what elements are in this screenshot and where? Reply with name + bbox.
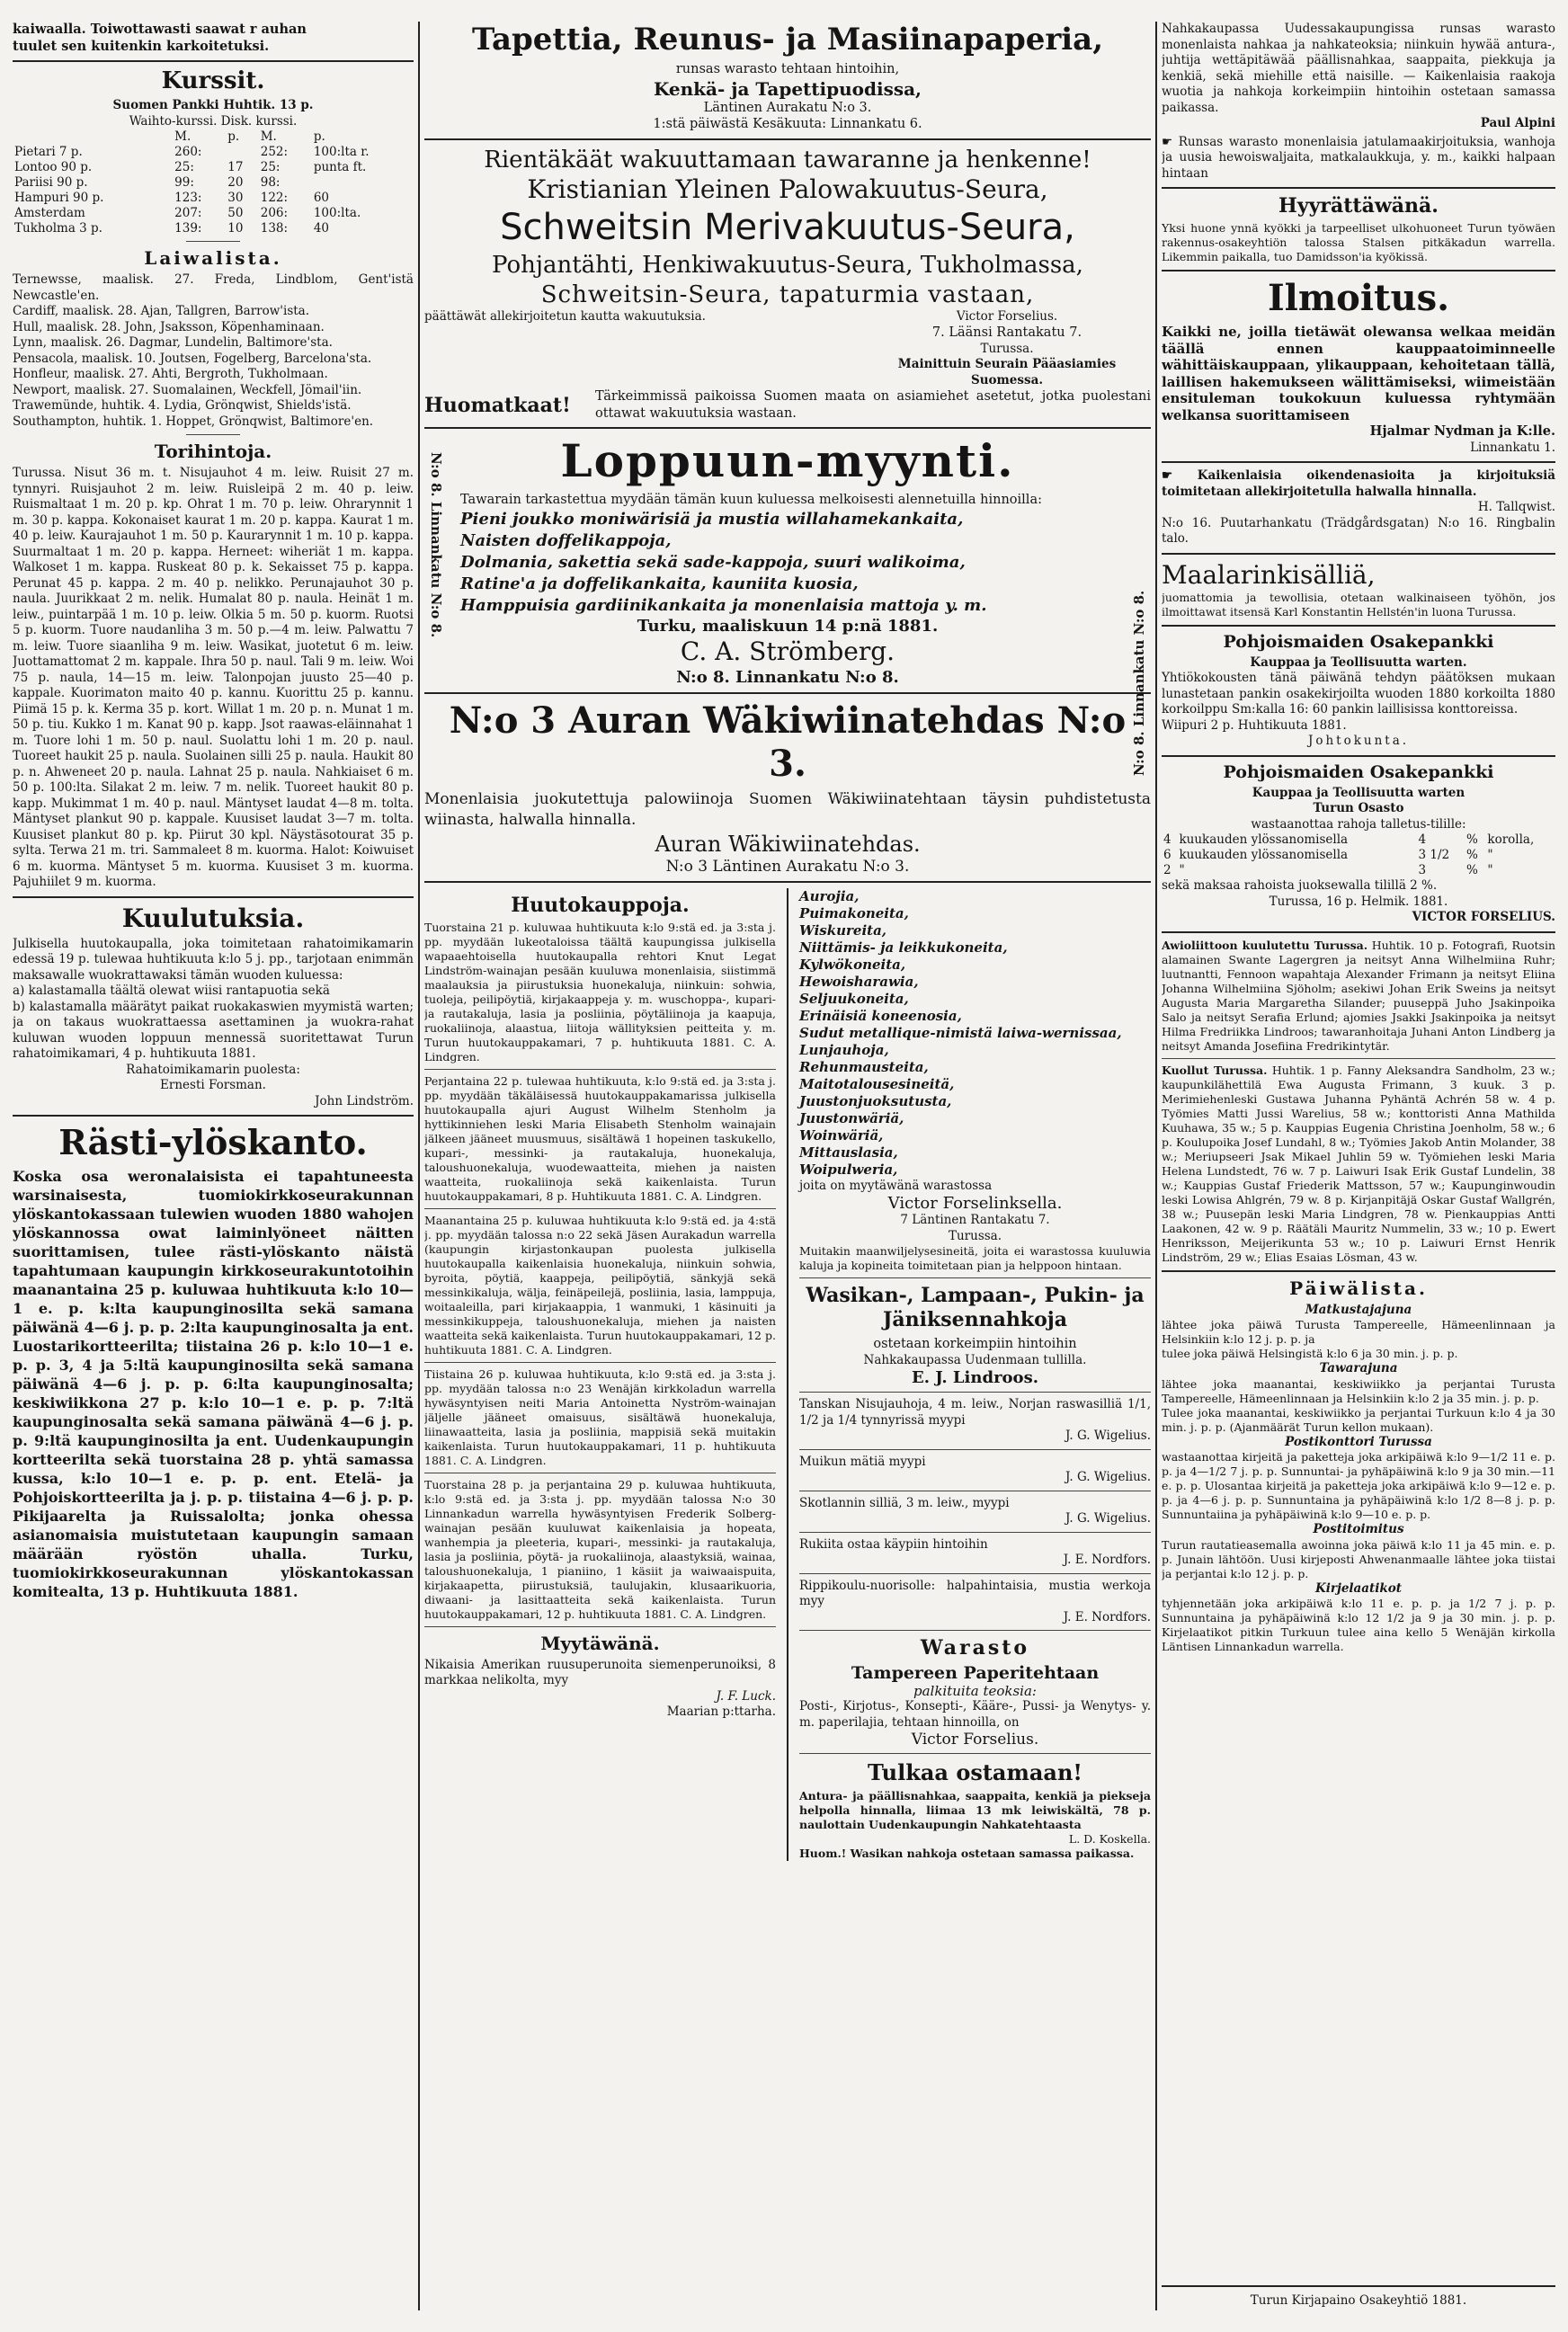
top-line-1: kaiwaalla. Toiwottawasti saawat r auhan: [13, 22, 307, 37]
ship-entry: Southampton, huhtik. 1. Hoppet, Grönqwist, Baltimore'en.: [13, 414, 374, 429]
kaikenlaisia-addr: N:o 16. Puutarhankatu (Trädgårdsgatan) N:o 16. Ringbalin talo.: [1162, 515, 1555, 546]
huomatkaat-text: Tärkeimmissä paikoissa Suomen maata on asiamiehet asetetut, jotka puolestani ottawat wakuutuksia wastaan.: [595, 389, 1151, 421]
loppuun-item: Naisten doffelikappoja,: [460, 530, 672, 550]
small-ad-sign: J. G. Wigelius.: [1065, 1511, 1151, 1526]
aura-text: Monenlaisia juokutettuja palowiinoja Suomen Wäkiwiinatehtaan täysin puhdistetusta wiinasta, halwalla hinnalla.: [424, 789, 1151, 829]
divider: [424, 1069, 776, 1070]
kuulutuksia-section: [13, 903, 414, 1110]
rate-value: 25:: [260, 160, 281, 174]
deposit-cell: kuukauden ylössanomisella: [1179, 848, 1349, 862]
printer-footer: Turun Kirjapaino Osakeyhtiö 1881.: [1250, 2292, 1467, 2308]
ship-entry: Hull, maalisk. 28. John, Jsaksson, Köpenhaminaan.: [13, 319, 325, 334]
aura-firm: Auran Wäkiwiinatehdas.: [655, 831, 921, 857]
tapettia-line: 1:stä päiwästä Kesäkuuta: Linnankatu 6.: [653, 117, 922, 131]
warasto-line: palkituita teoksia:: [913, 1683, 1037, 1699]
bank2-outro: sekä maksaa rahoista juoksewalla tilillä 2 %.: [1162, 878, 1438, 893]
ware-item: Mittauslasia,: [798, 1144, 898, 1161]
bank2-title: Pohjoismaiden Osakepankki: [1223, 761, 1494, 782]
schedule-subtitle: Matkustajajuna: [1305, 1302, 1412, 1317]
bank1-sub: Kauppaa ja Teollisuutta warten.: [1250, 654, 1467, 670]
wares-firm: Victor Forselinksella.: [887, 1194, 1063, 1213]
small-ad-text: Skotlannin silliä, 3 m. leiw., myypi: [798, 1495, 1010, 1510]
divider: [424, 692, 1151, 694]
deposit-cell: %: [1466, 863, 1478, 877]
divider: [1162, 931, 1555, 933]
bank1-title: Pohjoismaiden Osakepankki: [1223, 631, 1494, 652]
ware-item: Puimakoneita,: [798, 904, 909, 921]
laiwalista-section: [13, 247, 414, 430]
market-prices-text: Turussa. Nisut 36 m. t. Nisujauhot 4 m. leiw. Ruisit 27 m. tynnyri. Ruisjauhot 2 m. leiw. Ruisleipä 2 m. 40 p. leiw. Ruismaltaat 1 m. 20 p. kp. Ohrat 1 m. 70 p. leiw. Ohrarynnit 1 m. 30 p. kappa. Kokonaiset kaurat 1 m. 20 p. kappa. Kaurat 1 m. 40 p. leiw. Kaurajauhot 1 m. 50 p. Kaurarynnit 1 m. 10 p. kappa. Suurmaltaat 1 m. 20 p. kappa. Herneet: wiheriät 1 m. kappa. Walkoset 1 m. kappa. Ruskeat 80 p. k. Sekaisset 75 p. kappa. Perunat 45 p. kappa. 2 m. 40 p. nelikko. Perunajauhot 30 p. naula. Juurikkaat 2 m. nelik. Humalat 80 p. naula. Heinät 1 m. leiw., puintarpää 1 m. 10 p. leiw. Olkia 5 m. 50 p. kuorm. Ruotsi 5 p. kuorm. Tuore naudanliha 3 m. 50 p.—4 m. leiw. Palwattu 7 m. leiw. Tuore siaanliha 9 m. leiw. Wasikat, juotetut 6 m. leiw. Juottamattomat 2 m. kappale. Ihra 50 p. naul. Tali 9 m. leiw. Woi 75 p. naula, 14—15 m. leiw. Talonpojan juusto 25—40 p. kappale. Kuorimaton maito 40 p. kannu. Kuorittu 25 p. kannu. Piimä 15 p. k. Kerma 35 p. kort. Willat 1 m. 20 p. n. Munat 1 m. 50 p. tiu. Kukko 1 m. Kanat 90 p. kapp. Jsot raawas-eläinnahat 1 m. Tuore lohi 1 m. 50 p. naul. Suolattu lohi 1 m. 20 p. naul. Tuoreet haukit 25 p. naula. Suolainen silli 25 p. naula. Haukit 80 p. n. Ahweneet 20 p. naula. Lahnat 25 p. naula. Nahkiaiset 6 m. 50 p. 100:lta. Silakat 2 m. leiw. 7 m. nelik. Tuoreet haukit 80 p. kapp. Mukimmat 1 m. 40 p. naul. Mäntyset laudat 4—8 m. tolta. Mäntyset plankut 90 p. kappale. Kuusiset laudat 3—7 m. tolta. Kuusiset plankut 80 p. kp. Piirut 30 kpl. Näystäsotourat 35 p. sylta. Terwa 21 m. tri. Sammaleet 8 m. kuorma. Halot: Koiwuiset 6 m. kuorma. Mäntyset 5 m. kuorma. Kuusiset 3 m. kuorma. Pajuhiilet 9 m. kuorma.: [13, 466, 414, 889]
divider: [1162, 755, 1555, 757]
paiwalista-title: Päiwälista.: [1289, 1277, 1428, 1299]
ilmoitus-title: Ilmoitus.: [1267, 277, 1450, 319]
bank1-text: Yhtiökokousten tänä päiwänä tehdyn päätöksen mukaan lunastetaan pankin osakekirjoilta wuoden 1880 korkoilta 1880 korkoilppu Sm:kalla 16: 60 pankin laillisissa konttoreissa.: [1162, 671, 1555, 717]
schedule-subtitle: Postikonttori Turussa: [1285, 1434, 1432, 1449]
divider: [799, 1392, 1151, 1393]
ilmoitus-text: Kaikki ne, joilla tietäwät olewansa welkaa meidän täällä ennen kauppaatoiminneelle wähittäiskauppaan, ylikauppaan, kehoitetaan tällä, laillisen hakemukseen wälittämiseksi, wiimeistään ensituleman toukokuun kuluessa ryhtymään welkansa suorittamiseen: [1162, 324, 1555, 423]
ship-entry: Newport, maalisk. 27. Suomalainen, Weckfell, Jömail'iin.: [13, 382, 362, 397]
top-line-2: tuulet sen kuitenkin karkoitetuksi.: [13, 38, 270, 54]
agent-line: Mainittuin Seurain Pääasiamies Suomessa.: [897, 357, 1117, 387]
column-middle: [424, 22, 1151, 2310]
ware-item: Juustonjuoksutusta,: [798, 1092, 952, 1109]
divider: [799, 1573, 1151, 1574]
aura-title: N:o 3 Auran Wäkiwiinatehdas N:o 3.: [449, 699, 1127, 785]
rasti-section: [13, 1122, 414, 1601]
rate-row: [13, 175, 414, 191]
wares-column: [799, 888, 1151, 1862]
bank2-sign: VICTOR FORSELIUS.: [1412, 910, 1555, 924]
rate-city: Amsterdam: [14, 206, 85, 220]
schedule-subtitle: Postitoimitus: [1313, 1522, 1404, 1536]
ware-item: Woinwäriä,: [798, 1126, 884, 1144]
schedule-text: wastaanottaa kirjeitä ja paketteja joka arkipäiwä k:lo 9—1/2 11 e. p. p. ja 4—1/2 7 j. p. p. Sunnuntai- ja pyhäpäiwinä k:lo 9 ja 30 min.—11 e. p. p. Ulosantaa kirjeitä ja paketteja joka arkipäiwä k:lo 9—12 e. p. p. ja 4—6 j. p. p. Sunnuntaina ja pyhäpäiwinä k:lo 1/2 8—8 j. p. p. Sunnuntaiina ja pyhäpäiwinä k:lo 9—10 e. p. p.: [1162, 1450, 1555, 1521]
warasto-line: Tampereen Paperitehtaan: [851, 1663, 1100, 1683]
ship-entry: Lynn, maalisk. 26. Dagmar, Lundelin, Baltimore'sta.: [13, 335, 333, 350]
divider: [424, 881, 1151, 883]
ware-item: Lunjauhoja,: [798, 1041, 889, 1058]
agent-line: 7. Läänsi Rantakatu 7.: [931, 325, 1082, 340]
deposit-rate-table: [1162, 832, 1555, 878]
divider: [1162, 461, 1555, 463]
laiwalista-title: Laiwalista.: [144, 247, 282, 269]
side-address: N:o 8. Linnankatu N:o 8.: [428, 452, 444, 638]
auction-notice: Tiistaina 26 p. kuluwaa huhtikuuta, k:lo 9:stä ed. ja 3:sta j. pp. myydään talossa n:o 23 Wenäjän kirkkoladun warrella hywäsyntyisen neiti Maria Antoinetta Nyström-wainajan jäljelle jääneet omaisuus, sisältäwä huonekaluja, liinawaatteita, lasia ja posliinia, mappisiä sekä muitakin kaikenlaista. Turun huutokauppakamari, 11 p. huhtikuuta 1881. C. A. Lindgren.: [424, 1366, 777, 1467]
rate-value: 30: [227, 191, 244, 205]
ware-item: Maitotalousesineitä,: [798, 1075, 955, 1092]
nahkoja-title: Wasikan-, Lampaan-, Pukin- ja Jäniksennahkoja: [806, 1284, 1145, 1331]
hand-pointer-icon: ☛: [1162, 468, 1198, 483]
deposit-cell: korolla,: [1487, 832, 1535, 847]
loppuun-title: Loppuun-myynti.: [560, 434, 1015, 487]
bank2-intro: wastaanottaa rahoja talletus-tilille:: [1251, 816, 1466, 832]
nahka-sign: Paul Alpini: [1480, 116, 1555, 130]
divider: [424, 1626, 776, 1627]
divider: [13, 1115, 414, 1117]
kurssit-section: [13, 67, 414, 236]
loppuun-date: Turku, maaliskuun 14 p:nä 1881.: [637, 616, 939, 636]
awioliitto-title: Awioliittoon kuulutettu Turussa.: [1162, 938, 1368, 952]
ship-entry: Cardiff, maalisk. 28. Ajan, Tallgren, Barrow'ista.: [13, 304, 310, 318]
kurssit-sub2: Waihto-kurssi. Disk. kurssi.: [129, 113, 298, 129]
schedule-text: Tulee joka maanantai, keskiwiikko ja perjantai Turkuun k:lo 4 ja 30 min. j. p. p. (Ajanmäärät Turun kellon mukaan).: [1162, 1405, 1555, 1434]
rate-row: [13, 221, 414, 236]
rate-city: Pariisi 90 p.: [14, 175, 88, 190]
auction-notice: Maanantaina 25 p. kuluwaa huhtikuuta k:lo 9:stä ed. ja 4:stä j. pp. myydään talossa n:o 22 sekä Jäsen Aurakadun warrella (kaupungin kirjastonkaupan puolesta julkisella huutokaupalla kaikenlaisia huonekaluja, niinkuin sohwia, byroita, pöytiä, kaappeja, peilipöytiä, sänkyjä sekä messinkikaluja, wälja, feinäpeilejä, posliinia, lasia, lamppuja, woitaaleilla, pari kirjakaappia, 1 wanmuki, 1 käsinuiti ja messinkikuppeja, taloushuonekaluja, miehen ja naisten waatteita sekä kaikenlaista. Turun huutokauppakamari, 12 p. huhtikuuta 1881. C. A. Lindgren.: [424, 1213, 777, 1357]
loppuun-firm: C. A. Strömberg.: [680, 636, 895, 666]
ware-item: Hewoisharawia,: [798, 973, 919, 990]
rate-value: 122:: [260, 191, 289, 205]
deposit-cell: 3 1/2: [1418, 848, 1450, 862]
rate-unit: 100:lta r.: [313, 145, 370, 159]
tapettia-title: Tapettia, Reunus- ja Masiinapaperia,: [471, 22, 1104, 58]
small-ad-sign: J. E. Nordfors.: [1063, 1553, 1151, 1567]
kuulutus-text: Julkisella huutokaupalla, joka toimitetaan rahatoimikamarin edessä 19 p. tulewaa huhtikuuta k:lo 5 j. pp., tarjotaan enimmän maksawalle wuokrattawaksi tämän wuoden kuluessa:: [13, 936, 414, 983]
kaikenlaisia-sign: H. Tallqwist.: [1477, 500, 1555, 514]
deposit-cell: 4: [1163, 832, 1172, 847]
kuollut-text: [1162, 1064, 1555, 1265]
deposit-cell: 6: [1163, 848, 1172, 862]
bank1-date: Wiipuri 2 p. Huhtikuuta 1881.: [1162, 717, 1347, 733]
maalari-text: juomattomia ja tewollisia, otetaan walkinaiseen työhön, jos ilmoittawat itsensä Karl Konstantin Hellstén'in luona Turussa.: [1162, 590, 1555, 619]
divider: [799, 1630, 1151, 1631]
rate-city: Pietari 7 p.: [14, 145, 83, 159]
rate-row: [13, 191, 414, 206]
awioliitto-body: Huhtik. 10 p. Fotografi, Ruotsin alamainen Swante Lagergren ja neitsyt Anna Wilhelmiina Ruhr; luutnantti, Fennoon wapahtaja Alexander Frimann ja neitsyt Eliina Johanna Wilhelmiina Sjöholm; asekiwi Johan Erik Sweins ja neitsyt Augusta Maria Margaretha Silander; puuseppä Juho Jsakinpoika Salo ja neitsyt Serafia Erlund; ajomies Jsakki Jsakinpoika ja neitsyt Hilma Fredriikka Lindroos; tawaranhoitaja Juhani Anton Lindberg ja neitsyt Amanda Josefiina Fredrikintytär.: [1162, 938, 1555, 1053]
hyyrattawana-text: Yksi huone ynnä kyökki ja tarpeelliset ulkohuoneet Turun työwäen rakennus-osakeyhtiön talossa Stalsen pitkäkadun warrella. Likemmin paikalla, tuo Damidsson'ia kyökissä.: [1162, 221, 1555, 263]
runsas-text: [1162, 135, 1555, 182]
deposit-cell: ": [1487, 848, 1493, 862]
auction-notice: Tuorstaina 21 p. kuluwaa huhtikuuta k:lo 9:stä ed. ja 3:sta j. pp. myydään lukeotaloissa täältä kaupungissa julkisella wapaaehtoisella huutokaupalla rehtori Knut Legat Lindström-wainajan pesään kuuluwa monenlaisia, siistimmä maalauksia ja piirustuksia huonekaluja, niinkuin: sohwia, tuoleja, peilipöytiä, kirjakaappeja y. m. wuschoppa-, kupari- ja rautakaluja, lasia ja posliinia, pöytäliinoja ja kaapuja, ruokaliinoja, alaastua, liitoja wällityksien peitteita y. m. Turun huutokauppakamari, 7 p. huhtikuuta 1881. C. A. Lindgren.: [424, 920, 777, 1064]
nahkoja-firm: E. J. Lindroos.: [912, 1368, 1038, 1387]
ware-item: Woipulweria,: [798, 1161, 898, 1178]
runsas-body: Runsas warasto monenlaisia jatulamaakirjoituksia, wanhoja ja uusia hewoiswaljaita, matkalaukkuja, y. m., kaikki halpaan hintaan: [1162, 134, 1555, 181]
deposit-row: [1162, 848, 1555, 863]
rate-unit: 100:lta.: [313, 206, 361, 220]
loppuun-addr: N:o 8. Linnankatu N:o 8.: [676, 667, 899, 687]
divider: [799, 1277, 1151, 1278]
exchange-rate-table: [13, 129, 414, 236]
aura-ad: [424, 699, 1151, 876]
tulkaa-text: Antura- ja päällisnahkaa, saappaita, kenkiä ja piekseja helpolla hinnalla, liimaa 13 mk leiwiskältä, 78 p. naulottain Uudenkaupungin Nahkatehtaasta: [798, 1789, 1151, 1831]
schedule-text: lähtee joka maanantai, keskiwiikko ja perjantai Turusta Tampereelle, Hämeenlinnaan ja Helsinkiin k:lo 2 ja 35 min. j. p. p.: [1162, 1376, 1555, 1405]
warasto-text: Posti-, Kirjotus-, Konsepti-, Kääre-, Pussi- ja Wenytys- y. m. paperilajia, tehtaan hinnoilla, on: [798, 1699, 1151, 1730]
rate-value: 260:: [174, 145, 202, 159]
deposit-cell: %: [1466, 848, 1478, 862]
kurssit-sub1: Suomen Pankki Huhtik. 13 p.: [112, 98, 314, 112]
small-ad-text: Rippikoulu-nuorisolle: halpahintaisia, mustia werkoja myy: [798, 1578, 1151, 1608]
side-address: N:o 8. Linnankatu N:o 8.: [1131, 590, 1147, 776]
tapettia-ad: [424, 22, 1151, 133]
divider: [1162, 553, 1555, 555]
middle-split: [424, 888, 1151, 1862]
loppuun-intro: Tawarain tarkastettua myydään tämän kuun kuluessa melkoisesti alennetuilla hinnoilla:: [460, 493, 1042, 507]
rasti-title: Rästi-ylöskanto.: [58, 1122, 368, 1162]
loppuun-item: Hamppuisia gardiinikankaita ja monenlaisia mattoja y. m.: [460, 595, 987, 615]
rate-unit: [312, 175, 414, 191]
huuto-title: Huutokauppoja.: [511, 893, 690, 917]
column-right: [1162, 22, 1555, 2310]
schedule-subtitle: Kirjelaatikot: [1314, 1580, 1403, 1596]
rate-value: 139:: [174, 221, 202, 236]
divider: [424, 1208, 776, 1209]
agent-line: Turussa.: [980, 341, 1034, 356]
kuulutus-item: a) kalastamalla täältä olewat wiisi rantapuotia sekä: [13, 984, 330, 998]
deposit-cell: 2: [1163, 863, 1172, 877]
ware-item: Juustonwäriä,: [798, 1109, 904, 1126]
hand-pointer-icon: ☛: [1162, 134, 1179, 149]
divider: [799, 1532, 1151, 1533]
warasto-firm: Victor Forselius.: [911, 1731, 1039, 1749]
deposit-cell: 3: [1418, 863, 1427, 877]
rate-city: Tukholma 3 p.: [14, 221, 102, 236]
aura-addr: N:o 3 Läntinen Aurakatu N:o 3.: [665, 857, 910, 876]
tapettia-line: Kenkä- ja Tapettipuodissa,: [653, 77, 922, 100]
bank1-sign: Johtokunta.: [1307, 734, 1410, 748]
rate-value: 207:: [174, 206, 202, 220]
rate-value: 99:: [174, 175, 194, 190]
schedule-subtitle: Tawarajuna: [1319, 1361, 1398, 1375]
wares-addr: 7 Läntinen Rantakatu 7.: [900, 1213, 1050, 1227]
huomatkaat-row: [424, 388, 1151, 422]
divider: [1162, 1270, 1555, 1272]
hyyrattawana-title: Hyyrättäwänä.: [1278, 194, 1439, 218]
kuulutus-item: b) kalastamalla määrätyt paikat ruokakaswien myymistä warten; ja on takaus wuokrattaessa asettaminen ja wuokra-rahat kuluwan wuoden loppuun mennessä suoritettawat Turun rahatoimikamari, 4 p. huhtikuuta 1881.: [13, 999, 414, 1061]
tapettia-line: runsas warasto tehtaan hintoihin,: [675, 62, 900, 76]
insurance-line: päättäwät allekirjoitetun kautta wakuutuksia.: [424, 308, 706, 324]
wares-text: joita on myytäwänä warastossa: [798, 1178, 993, 1193]
insurance-agent-row: [424, 309, 1151, 389]
rate-head: M.: [174, 129, 192, 144]
insurance-line: Rientäkäät wakuuttamaan tawaranne ja henkenne!: [484, 146, 1091, 174]
myytawana-text: Nikaisia Amerikan ruusuperunoita siemenperunoiksi, 8 markkaa nelikolta, myy: [424, 1657, 777, 1687]
rate-value: 123:: [174, 191, 202, 205]
huomatkaat-label: Huomatkaat!: [424, 393, 571, 417]
rate-value: 98:: [260, 175, 281, 190]
auction-notice: Perjantaina 22 p. tulewaa huhtikuuta, k:lo 9:stä ed. ja 3:sta j. pp. myydään täkäläisessä huutokauppakamarissa julkisella huutokaupalla ajuri August Wilhelm Stenholm ja hyttikinniehen leski Maria Elisabeth Stenholm wainajain jälkeen jääneet muusmuus, sisältäwä 1 hopeinen taskukello, kupari-, messinki- ja rautakaluja, huonekaluja, taloushuonekaluja, wuodewaatteita, miehen ja naisten waatteita, ruokaliinoja sekä kaikenlaista. Turun huutokauppakamari, 8 p. Huhtikuuta 1881. C. A. Lindgren.: [424, 1073, 777, 1203]
rate-unit: punta ft.: [313, 160, 367, 174]
small-ad-text: Muikun mätiä myypi: [798, 1454, 926, 1469]
ship-entry: Honfleur, maalisk. 27. Ahti, Bergroth, Tukholmaan.: [13, 367, 328, 381]
deposit-cell: %: [1466, 832, 1478, 847]
ilmoitus-city: Linnankatu 1.: [1470, 440, 1555, 455]
kuulutuksia-title: Kuulutuksia.: [121, 903, 305, 933]
divider: [1162, 2285, 1555, 2287]
ship-entry: Ternewsse, maalisk. 27. Freda, Lindblom, Gent'istä Newcastle'en.: [13, 272, 414, 303]
deposit-row: [1162, 863, 1555, 878]
rate-city: Hampuri 90 p.: [14, 191, 104, 205]
small-ad-text: Tanskan Nisujauhoja, 4 m. leiw., Norjan raswasilliä 1/1, 1/2 ja 1/4 tynnyrissä myypi: [798, 1397, 1151, 1428]
schedule-text: tulee joka päiwä Helsingistä k:lo 6 ja 30 min. j. p. p.: [1162, 1347, 1458, 1360]
schedule-text: tyhjennetään joka arkipäiwä k:lo 11 e. p. p. ja 1/2 7 j. p. p. Sunnuntaina ja pyhäpäiwinä k:lo 12 1/2 ja 9 ja 30 min. j. p. p. Kirjelaatikot pitkin Turkuun tulee aina kello 5 Wenäjän kirkolla Läntisen Linnankadun warrella.: [1162, 1597, 1555, 1653]
myytawana-sign: J. F. Luck.: [716, 1688, 777, 1704]
divider: [13, 60, 414, 62]
rate-value: 10: [227, 221, 244, 236]
tulkaa-note: Huom.! Wasikan nahkoja ostetaan samassa paikassa.: [798, 1847, 1135, 1860]
agent-line: Victor Forselius.: [956, 308, 1058, 324]
wares-city: Turussa.: [948, 1228, 1002, 1243]
rate-value: 252:: [260, 145, 289, 159]
loppuun-item: Pieni joukko moniwärisiä ja mustia willahamekankaita,: [460, 509, 964, 529]
insurance-line: Schweitsin Merivakuutus-Seura,: [500, 206, 1075, 248]
maalari-ad: [1162, 560, 1555, 591]
divider: [424, 1362, 776, 1363]
wares-tail: Muitakin maanwiljelysesineitä, joita ei warastossa kuuluwia kaluja ja kopineita toimitetaan pian ja helppoon hintaan.: [798, 1244, 1151, 1272]
ware-item: Seljuukoneita,: [798, 990, 909, 1007]
divider: [13, 896, 414, 898]
column-rule-right: [1155, 22, 1157, 2310]
insurance-line: Kristianian Yleinen Palowakuutus-Seura,: [527, 174, 1048, 204]
maalari-title: Maalarinkisälliä,: [1162, 559, 1376, 590]
kuulutus-sign: John Lindström.: [315, 1093, 414, 1108]
tapettia-line: Läntinen Aurakatu N:o 3.: [703, 100, 872, 115]
rate-value: 138:: [260, 221, 289, 236]
ware-item: Wiskureita,: [798, 921, 887, 939]
kaikenlaisia-body: Kaikenlaisia oikendenasioita ja kirjoituksiä toimitetaan allekirjoitetulla halwalla hinnalla.: [1162, 468, 1555, 499]
rate-value: 20: [227, 175, 244, 190]
myytawana-title: Myytäwänä.: [540, 1632, 660, 1654]
divider: [1162, 187, 1555, 189]
ship-entry: Trawemünde, huhtik. 4. Lydia, Grönqwist, Shields'istä.: [13, 398, 352, 413]
warasto-title: Warasto: [920, 1636, 1030, 1660]
ware-item: Rehunmausteita,: [798, 1058, 929, 1075]
divider: [186, 241, 240, 242]
schedule-text: Turun rautatieasemalla awoinna joka päiwä k:lo 11 ja 45 min. e. p. p. Junain lähtöön. Uusi kirjeposti Ahwenanmaalle lähtee joka tiistai ja perjantai k:lo 12 j. p. p.: [1162, 1537, 1555, 1580]
rate-value: 25:: [174, 160, 194, 174]
deposit-cell: 4: [1418, 832, 1427, 847]
column-rule-inner: [787, 888, 788, 1862]
bank2-sub: Kauppaa ja Teollisuutta warten: [1252, 785, 1466, 800]
deposit-cell: ": [1179, 863, 1185, 877]
deposit-cell: kuukauden ylössanomisella: [1179, 832, 1349, 847]
insurance-line: Schweitsin-Seura, tapaturmia vastaan,: [540, 280, 1035, 308]
rate-row: [13, 145, 414, 160]
bank2-sub2: Turun Osasto: [1313, 801, 1404, 815]
rate-unit: 40: [313, 221, 330, 236]
kurssit-title: Kurssit.: [161, 67, 265, 94]
divider: [186, 434, 240, 435]
nahka-text: Nahkakaupassa Uudessakaupungissa runsas warasto monenlaista nahkaa ja nahkateoksia; niinkuin hywää antura-, juhtija wettäpitäwää päällisnahkaa, saappaita, piekkuja ja kenkiä, sekä miehille että naisille. — Kaikenlaisia raakoja wuotia ja nahkoja korkeimpiin hintoihin ostetaan samassa paikassa.: [1162, 22, 1555, 115]
column-left: [13, 22, 414, 2310]
small-ad-sign: J. G. Wigelius.: [1065, 1429, 1151, 1443]
side-text-left: [424, 434, 451, 687]
rate-unit: 60: [313, 191, 330, 205]
divider: [1162, 1058, 1555, 1059]
column-rule-left: [418, 22, 420, 2310]
market-prices-section: [13, 441, 414, 891]
ship-entry: Pensacola, maalisk. 10. Joutsen, Fogelberg, Barcelona'sta.: [13, 351, 372, 366]
huuto-column: [424, 888, 776, 1862]
divider: [1162, 625, 1555, 627]
tulkaa-title: Tulkaa ostamaan!: [868, 1759, 1082, 1785]
insurance-line: Pohjantähti, Henkiwakuutus-Seura, Tukholmassa,: [492, 251, 1083, 279]
rate-head: M.: [260, 129, 277, 144]
rate-city: Lontoo 90 p.: [14, 160, 93, 174]
kuulutus-sign: Ernesti Forsman.: [160, 1078, 266, 1092]
ware-item: Niittämis- ja leikkukoneita,: [798, 939, 1008, 956]
divider: [424, 138, 1151, 140]
kuollut-body: Huhtik. 1 p. Fanny Aleksandra Sandholm, 23 w.; kaupunkilähettilä Ewa Augusta Frimann, 3 kuuk. 3 p. Merimiehenleski Gustawa Juhanna Pyhäntä Achrén 58 w. 4 p. Työmies Matti Jussi Warelius, 58 w.; konttoristi Anna Mathilda Kuuhawa, 35 w.; 5 p. Kauppias Eugenia Christina Joenholm, 58 w.; 6 p. Koulupoika Josef Lundahl, 8 w.; Työmies Jakob Antin Molander, 38 w.; Meriupseeri Jsak Mikael Juhlin 59 w. Työmiehen leski Maria Helena Lundstedt, 76 w. 7 p. Laiwuri Isak Erik Gustaf Lundelin, 38 w.; Kauppias Gustaf Friederik Mattsson, 57 w.; Kaupunginwoudin leski Lowisa Ahlgrén, 79 w. 8 p. Kirjanpitäjä Oskar Gustaf Wallgrén, 38 w.; Puusepän leski Maria Lindgren, 78 w. Pienkauppias Antti Laakonen, 42 w. 9 p. Räätäli Mauritz Nummelin, 33 w.; 10 p. Ewert Henriksson, Meijerikunta 53 w.; 10 p. Laiwuri Ernst Henrik Lindström, 29 w.; Elias Esaias Lösman, 43 w.: [1162, 1063, 1555, 1264]
nahkoja-line: ostetaan korkeimpiin hintoihin: [873, 1337, 1077, 1351]
rate-head: p.: [313, 129, 325, 144]
schedule-text: lähtee joka päiwä Turusta Tampereelle, Hämeenlinnaan ja Helsinkiin k:lo 12 j. p. p. ja: [1162, 1318, 1555, 1346]
divider: [1162, 270, 1555, 271]
rate-head: p.: [227, 129, 240, 144]
rate-value: 17: [227, 160, 244, 174]
loppuun-item: Ratine'a ja doffelikankaita, kauniita kuosia,: [460, 574, 859, 593]
ware-item: Kylwökoneita,: [798, 956, 906, 973]
divider: [424, 427, 1151, 429]
deposit-row: [1162, 832, 1555, 848]
kaikenlaisia-text: [1162, 468, 1555, 500]
auction-notice: Tuorstaina 28 p. ja perjantaina 29 p. kuluwaa huhtikuuta, k:lo 9:stä ed. ja 3:sta j. pp. myydään talossa N:o 30 Linnankadun warrella hywäsyntyisen Frederik Solberg-wainajan pesään kuuluwat kaikenlaisia ja hopeata, wanhempia ja pleeteria, kupari-, messinki- ja rautakaluja, lasia ja posliinia, pöytä- ja ruokaliinoja, alaastyksiä, wainaa, taloushuonekaluja, 1 pianiino, 1 käsiit ja waiwaaispuita, kirjakaapetta, piirustuksiä, taulujakin, klusaarikuoria, diwaani- ja lasittaatteita sekä kaikenlaista. Turun huutokauppakamari, 12 p. huhtikuuta 1881. C. A. Lindgren.: [424, 1477, 777, 1621]
divider: [799, 1753, 1151, 1754]
ware-item: Erinäisiä koneenosia,: [798, 1007, 962, 1024]
loppuun-item: Dolmania, sakettia sekä sade-kappoja, suuri walikoima,: [460, 552, 966, 572]
divider: [799, 1449, 1151, 1450]
deposit-cell: ": [1487, 863, 1493, 877]
small-ad-text: Rukiita ostaa käypiin hintoihin: [798, 1536, 988, 1552]
ware-item: Sudut metallique-nimistä laiwa-wernissaa,: [798, 1024, 1122, 1041]
kuulutus-sign: Rahatoimikamarin puolesta:: [126, 1062, 300, 1077]
rate-value: 50: [227, 206, 244, 220]
insurance-ad: [424, 146, 1151, 423]
myytawana-sign: Maarian p:ttarha.: [666, 1704, 777, 1719]
bank2-date: Turussa, 16 p. Helmik. 1881.: [1269, 894, 1448, 909]
small-ad-sign: J. G. Wigelius.: [1065, 1470, 1151, 1484]
rate-head-row: [13, 129, 414, 145]
rate-value: 206:: [260, 206, 289, 220]
insurance-agent: [863, 309, 1151, 389]
rasti-text: Koska osa weronalaisista ei tapahtuneesta warsinaisesta, tuomiokirkkoseurakunnan ylöskantokassaan tulewien wuoden 1880 wahojen ylöskannossa owat laiminlyöneet näitten suorittamisen, tulee rästi-ylöskanto näistä tapahtumaan kaupungin kirkkoseurakuntotoihin maanantaina 25 p. kuluwaa huhtikuuta k:lo 10—1 e. p. k:lta kaupunginosilta sekä samana päiwänä 4—6 j. p. p. 2:lta kaupunginosalta ja ent. Luostarikortteerilta; tiistaina 26 p. k:lo 10—1 e. p. p. 3, 4 ja 5:ltä kaupunginosilta sekä samana päiwänä 4—6 j. p. p. 6:lta kaupunginosalta; keskiwiikkona 27 p. k:lo 10—1 e. p. p. 7:ltä kaupunginosalta sekä samana päiwänä 4—6 j. p. p. 9:ltä kaupunginosilta ja ent. Uudenkaupungin kortteerilta sekä tuorstaina 28 p. yhtä samassa kussa, k:lo 10—1 e. p. p. ent. Etelä- ja Pohjoiskortteerilta ja j. p. p. tiistaina 4—6 j. p. p. Pikijaarelta ja Ruissalolta; jonka ohessa asianomaisia muistutetaan kaupungin samaan määrään ryöstön uhalla. Turku, tuomiokirkkoseurakunnan ylöskantokassan komitealta, 13 p. Huhtikuuta 1881.: [13, 1168, 414, 1600]
rate-row: [13, 206, 414, 221]
awioliitto-text: [1162, 939, 1555, 1054]
rate-row: [13, 160, 414, 175]
ilmoitus-sign: Hjalmar Nydman ja K:lle.: [1369, 423, 1555, 439]
small-ad-sign: J. E. Nordfors.: [1063, 1609, 1151, 1624]
ware-item: Aurojia,: [798, 887, 860, 904]
kuollut-title: Kuollut Turussa.: [1162, 1063, 1268, 1077]
side-text-right: [1124, 434, 1151, 776]
nahkoja-line: Nahkakaupassa Uudenmaan tullilla.: [863, 1352, 1087, 1367]
tulkaa-sign: L. D. Koskella.: [1068, 1832, 1151, 1846]
market-prices-title: Torihintoja.: [154, 441, 272, 462]
